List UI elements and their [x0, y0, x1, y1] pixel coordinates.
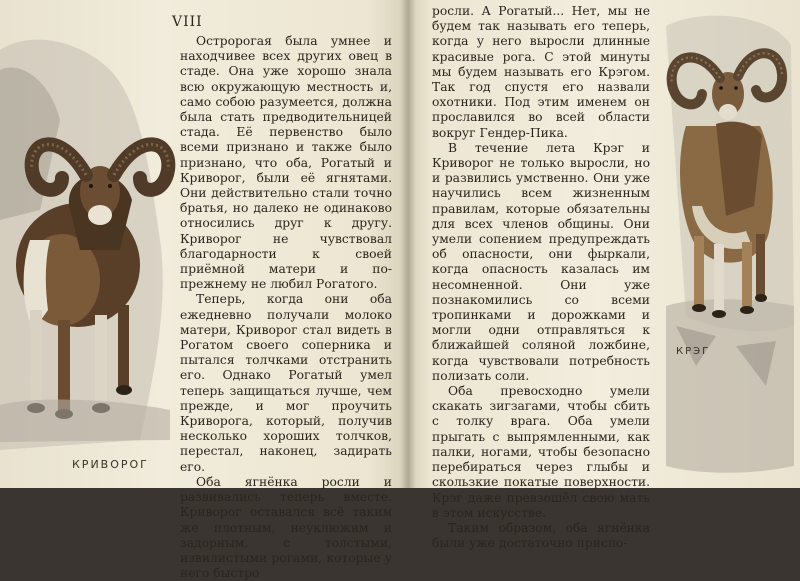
ram-eye-r [108, 184, 112, 188]
paragraph: Теперь, когда они оба ежедневно получали молоко матери, Криворог стал видеть в Рогатом своего соперника и пытался толчками отстранить его. Однако Рогатый умел теперь защищаться лучше, чем прежде, и мог проучить Криворога, который, получив несколько хороших толчков, перестал, наконец, задирать его. [180, 292, 392, 474]
ram-eye-l [719, 86, 723, 90]
right-text-column [432, 4, 650, 551]
ram-muzzle [88, 205, 112, 225]
rock-ledge [666, 299, 794, 473]
ram-leg-1 [30, 310, 42, 405]
ram-leg-4 [756, 234, 765, 296]
ground-wash [0, 400, 170, 442]
ram-leg-3 [95, 315, 107, 405]
ram-illustration-right [656, 6, 796, 476]
paragraph: Оба превосходно умели скакать зигзагами, чтобы сбить с толку врага. Оба умели прыгать с выпрямленными, как палки, ногами, чтобы безопасно перебираться через глыбы и скользкие покатые поверхности. Крэг даже превзошёл свою мать в этом искусстве. [432, 384, 650, 520]
ram-hoof-2 [712, 310, 726, 318]
ram-illustration-left [0, 10, 178, 480]
chapter-number: VIII [172, 14, 203, 30]
ram-muzzle [719, 104, 737, 120]
ram-leg-3 [742, 242, 752, 308]
ram-eye-r [734, 86, 738, 90]
paragraph: В течение лета Крэг и Криворог не только выросли, но и развились умственно. Они уже научились всем жизненным правилам, которые обязательны для всех членов общины. Они умели сопением предупреждать об опасности, они фыркали, когда опасность казалась им несомненной. Они уже познакомились со всеми тропинками и дорожками и могли одни отправляться к ближайшей соляной ложбине, когда чувствовали потребность полизать соли. [432, 140, 650, 383]
ram-leg-1 [694, 236, 704, 306]
book-gutter [400, 0, 416, 488]
ram-hoof-4 [755, 294, 767, 302]
ram-hoof-1 [692, 304, 706, 312]
paragraph: Остророгая была умнее и находчивее всех других овец в стаде. Она уже хорошо знала всю окружающую местность и, само собою разумеется, должна была стать предводительницей стада. Её первенство было всеми признано и также было признано, что оба, Рогатый и Криворог, были её ягнятами. Они действительно стали точно братья, но далеко не одинаково относились друг к другу. Криворог не чувствовал благодарности к своей приёмной матери и по-прежнему не любил Рогатого. [180, 34, 392, 292]
paragraph: Таким образом, оба ягнёнка были уже достаточно приспо- [432, 520, 650, 551]
ram-leg-2 [58, 320, 70, 412]
left-text-column [180, 34, 392, 581]
ram-eye-l [89, 184, 93, 188]
ram-hoof-4 [116, 385, 132, 395]
caption-right: КРЭГ [676, 346, 711, 357]
paragraph: Оба ягнёнка росли и развивались теперь вместе. Криворог оставался всё таким же плотным, неуклюжим и задорным, с толстыми, извилистыми рогами, которые у него быстро [180, 474, 392, 581]
ram-hoof-3 [740, 306, 754, 314]
ram-leg-2 [714, 244, 724, 312]
ram-leg-4 [118, 305, 129, 387]
paragraph: росли. А Рогатый... Нет, мы не будем так называть его теперь, когда у него выросли длинные красивые рога. С этой минуты мы будем называть его Крэгом. Так год спустя его назвали охотники. Под этим именем он прославился во всей области вокруг Гендер-Пика. [432, 4, 650, 140]
caption-left: КРИВОРОГ [72, 458, 149, 471]
right-page [408, 0, 800, 551]
